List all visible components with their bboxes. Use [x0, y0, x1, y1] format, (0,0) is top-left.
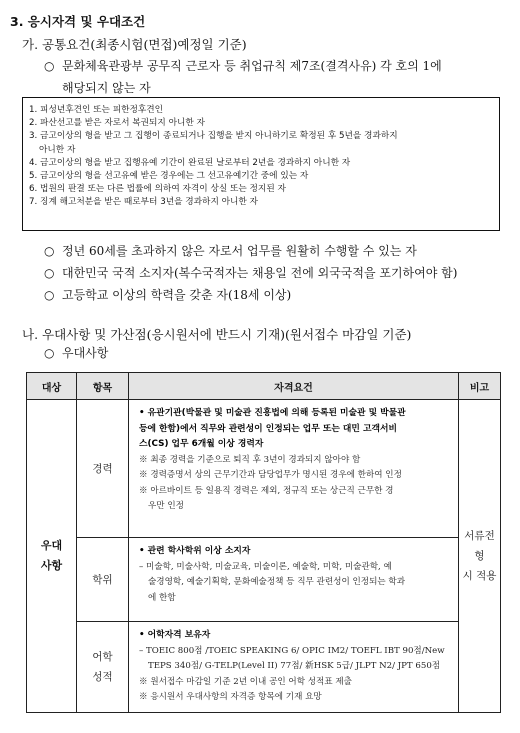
- requirement-note: ※ 응시원서 우대사항의 자격증 항목에 기재 요망: [139, 692, 322, 702]
- disqualification-box: [22, 97, 500, 231]
- requirement-note: 에 한함: [148, 592, 176, 603]
- common-requirements-heading: 가. 공통요건(최종시험(면접)예정일 기준): [22, 37, 247, 52]
- remarks-line: 서류전형: [464, 529, 495, 562]
- requirement-note: ※ 경력증명서 상의 근무기간과 담당업무가 명시된 경우에 한하여 인정: [139, 470, 402, 480]
- requirement-note: 우만 인정: [148, 501, 184, 511]
- requirement-head: • 관련 학사학위 이상 소지자: [139, 546, 251, 556]
- table-row: [27, 622, 501, 713]
- remarks-line: 시 적용: [462, 569, 497, 582]
- header-target: 대상: [27, 373, 77, 400]
- requirement-note: ※ 원서접수 마감일 기준 2년 이내 공인 어학 성적표 제출: [139, 676, 352, 687]
- requirement-note: 술경영학, 예술기획학, 문화예술정책 등 직무 관련성이 인정되는 학과: [148, 577, 406, 587]
- category-line: 사항: [40, 558, 63, 572]
- requirement-head: 스(CS) 업무 6개월 이상 경력자: [139, 439, 264, 449]
- condition-item: [44, 240, 417, 262]
- item-label: 경력: [92, 462, 113, 475]
- item-label: 학위: [92, 573, 113, 586]
- table-header-row: [27, 373, 501, 400]
- header-remarks: 비고: [459, 373, 501, 400]
- item-label: 어학: [92, 650, 113, 663]
- item-cell-language: [77, 622, 129, 713]
- table-row: [27, 538, 501, 622]
- disqualification-item: 2. 파산선고를 받은 자로서 복권되지 아니한 자: [29, 118, 205, 129]
- section-title: 3. 응시자격 및 우대조건: [10, 14, 146, 29]
- requirement-cell-degree: [129, 538, 459, 622]
- category-line: 우대: [40, 538, 63, 552]
- disqualification-item: 6. 법원의 판결 또는 다른 법률에 의하여 자격이 상실 또는 정지된 자: [29, 184, 286, 195]
- preferential-sub-bullet: [44, 342, 108, 364]
- rule-line-2: 해당되지 않는 자: [62, 81, 151, 95]
- preferential-table: [26, 372, 501, 713]
- requirement-cell-career: [129, 400, 459, 538]
- item-label: 성적: [92, 670, 113, 683]
- condition-text: 정년 60세를 초과하지 않은 자로서 업무를 원활히 수행할 수 있는 자: [62, 244, 417, 258]
- condition-item: [44, 262, 457, 284]
- requirement-cell-language: [129, 622, 459, 713]
- requirement-note: TEPS 340점/ G-TELP(Level II) 77점/ 新HSK 5급/ JLPT N2/ JPT 650점: [148, 661, 441, 671]
- table-row: [27, 400, 501, 538]
- requirement-head: • 어학자격 보유자: [139, 630, 211, 640]
- bullet-mark: ○: [44, 346, 55, 360]
- category-cell: [27, 400, 77, 713]
- requirement-note: ※ 최종 경력을 기준으로 퇴직 후 3년이 경과되지 않아야 함: [139, 454, 361, 465]
- requirement-note: – TOEIC 800점 /TOEIC SPEAKING 6/ OPIC IM2/ TOEFL IBT 90점/New: [139, 645, 445, 656]
- requirement-note: ※ 아르바이트 등 일용직 경력은 제외, 정규직 또는 상근직 근무한 경: [139, 485, 394, 496]
- disqualification-item: 3. 금고이상의 형을 받고 그 집행이 종료되거나 집행을 받지 아니하기로 확정된 후 5년을 경과하지: [29, 131, 398, 142]
- requirement-note: – 미술학, 미술사학, 미술교육, 미술이론, 예술학, 미학, 미술관학, 예: [139, 561, 392, 572]
- remarks-cell: [459, 400, 501, 713]
- header-requirements: 자격요건: [129, 373, 459, 400]
- disqualification-item: 1. 피성년후견인 또는 피한정후견인: [29, 105, 164, 115]
- header-item: 항목: [77, 373, 129, 400]
- requirement-head: 등에 한함)에서 직무와 관련성이 인정되는 업무 또는 대민 고객서비: [139, 423, 397, 434]
- preferential-sub-label: 우대사항: [62, 346, 109, 360]
- disqualification-item: 5. 금고이상의 형을 선고유예 받은 경우에는 그 선고유예기간 중에 있는 자: [29, 171, 309, 182]
- rule-bullet: [44, 55, 442, 77]
- bullet-mark: ○: [44, 244, 55, 258]
- requirement-head: • 유관기관(박물관 및 미술관 진흥법에 의해 등록된 미술관 및 박물관: [139, 408, 406, 418]
- bullet-mark: ○: [44, 288, 55, 302]
- condition-text: 대한민국 국적 소지자(복수국적자는 채용일 전에 외국국적을 포기하여야 함): [62, 266, 458, 280]
- disqualification-item: 4. 금고이상의 형을 받고 집행유예 기간이 완료된 날로부터 2년을 경과하지 아니한 자: [29, 157, 351, 168]
- condition-text: 고등학교 이상의 학력을 갖춘 자(18세 이상): [62, 288, 292, 302]
- rule-line-1: 문화체육관광부 공무직 근로자 등 취업규칙 제7조(결격사유) 각 호의 1에: [62, 59, 442, 73]
- disqualification-item: 7. 징계 해고처분을 받은 때로부터 3년을 경과하지 아니한 자: [29, 197, 258, 208]
- item-cell-degree: [77, 538, 129, 622]
- preferential-heading: 나. 우대사항 및 가산점(응시원서에 반드시 기재)(원서접수 마감일 기준): [22, 327, 412, 342]
- bullet-mark: ○: [44, 59, 55, 73]
- disqualification-item-continued: 아니한 자: [39, 144, 76, 155]
- item-cell-career: [77, 400, 129, 538]
- bullet-mark: ○: [44, 266, 55, 280]
- condition-item: [44, 284, 291, 306]
